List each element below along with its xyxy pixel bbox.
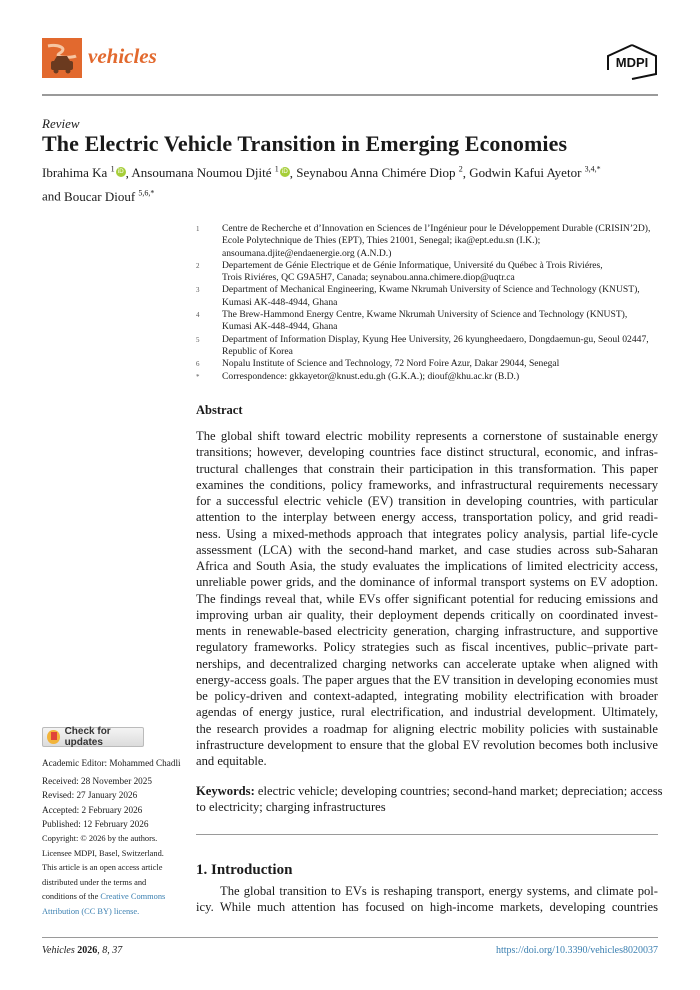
affiliation-marker	[196, 297, 222, 309]
introduction-text: The global transition to EVs is reshaping transport, energy systems, and climate pol- icy. While much attention has focused on high-income markets, developing countries	[196, 884, 658, 915]
abstract-line: tructural challenges that constrain their participation in this transformation. This paper	[196, 461, 658, 476]
abstract-line: for a successful electric vehicle (EV) transition in developing countries, with particular	[196, 494, 658, 508]
keywords: Keywords: electric vehicle; developing countries; second-hand market; depreciation; access to electricity; charging infrastructures	[196, 784, 663, 815]
check-for-updates-button[interactable]: Check for updates	[42, 727, 144, 747]
doi-link[interactable]: https://doi.org/10.3390/vehicles8020037	[495, 945, 658, 956]
license-link[interactable]: Attribution (CC BY) license.	[42, 906, 140, 916]
affiliation-line: Kumasi AK-448-4944, Ghana	[196, 297, 666, 309]
article-title: The Electric Vehicle Transition in Emerging Economies	[42, 131, 568, 156]
affiliation-line: 5 Department of Information Display, Kyung Hee University, 26 kyungheedaero, Dongdaemun-gu, Seoul 02447,	[196, 333, 649, 345]
affiliation-marker	[196, 321, 222, 333]
author[interactable]: Ansoumana Noumou Djité $^1$ iD	[131, 165, 288, 181]
affiliation-marker: 5	[196, 335, 200, 344]
affiliation-marker	[196, 272, 222, 284]
orcid-icon[interactable]: iD	[117, 168, 124, 176]
author[interactable]: Seynabou Anna Chimére Diop $^2$	[296, 165, 463, 181]
affiliation-line: ansoumana.djite@endaenergie.org (A.N.D.)	[196, 248, 666, 260]
author-list: Ibrahima Ka $^1$ iD , Ansoumana Noumou Djité $^1$ iD , Seynabou Anna Chimére Diop $^2$, Godwin Kafui Ayetor $^{3,4,*}$ and Boucar Diouf $^{5,6,*}$	[42, 165, 601, 204]
abstract-line: unreliable power grids, and the dominance of informal transport systems on EV adoption.	[196, 575, 658, 590]
affiliation-marker: 2	[196, 261, 200, 270]
affiliation-line: Ecole Polytechnique de Thies (EPT), Thies 21001, Senegal; ika@ept.edu.sn (I.K.);	[196, 235, 666, 247]
affiliation-marker: 3	[196, 286, 200, 295]
affiliation-marker	[196, 346, 222, 358]
abstract-line: infrastructure development to ensure that the global EV revolution becomes both inclusive	[196, 737, 658, 752]
abstract-line: attention to the interplay between energy access, transportation policy, and grid readi-	[196, 510, 658, 525]
abstract-heading: Abstract	[196, 403, 243, 417]
svg-text:MDPI: MDPI	[615, 55, 649, 70]
affiliation-line: Kumasi AK-448-4944, Ghana	[196, 321, 666, 333]
affiliation-line: 4 The Brew-Hammond Energy Centre, Kwame Nkrumah University of Science and Technology (KNUST),	[196, 309, 628, 321]
abstract-line: transitions; however, developing countries face distinct structural, economic, and infras-	[196, 445, 658, 460]
bookmark-icon	[47, 730, 60, 744]
abstract-line: assessment (LCA) with the second-hand market, and case studies across sub-Saharan	[196, 542, 658, 557]
abstract-line: The global shift toward electric mobility represents a cornerstone of sustainable energy	[196, 429, 658, 443]
affiliation-marker	[196, 235, 222, 247]
affiliation-marker: *	[196, 372, 200, 381]
abstract-text	[196, 428, 658, 769]
abstract-line: The findings reveal that, while EVs offer significant potential for reducing emissions and	[196, 591, 658, 606]
mdpi-logo	[606, 44, 658, 80]
affiliation-line: 2 Departement de Génie Electrique et de Génie Informatique, Université du Québec à Trois Riviéres,	[196, 259, 603, 271]
license-link[interactable]: Creative Commons	[100, 892, 166, 902]
affiliation-marker: 1	[196, 225, 200, 233]
section-heading-introduction: 1. Introduction	[196, 862, 293, 878]
affiliation-line: 3 Department of Mechanical Engineering, Kwame Nkrumah University of Science and Technology (KNUST),	[196, 284, 640, 296]
abstract-line: nerships, and decentralized charging networks can accelerate uptake when aligned with	[196, 656, 658, 671]
academic-editor: Academic Editor: Mohammed Chadli	[42, 758, 181, 768]
affiliation-marker: 6	[196, 360, 200, 369]
abstract-line: agendas of energy justice, rural electrification, and industrial development. Ultimately,	[196, 705, 658, 720]
abstract-line: be policy-driven and context-adapted, integrating mobility electrification with broader	[196, 689, 658, 703]
author[interactable]: Godwin Kafui Ayetor $^{3,4,*}$	[469, 165, 601, 181]
author[interactable]: Ibrahima Ka $^1$ iD	[42, 165, 124, 181]
car-road-icon	[42, 38, 82, 78]
abstract-line: regulatory frameworks. Policy strategies such as fiscal incentives, public–private part-	[196, 640, 658, 655]
abstract-line: Africa and South Asia, the study evaluates the implications of limited electricity access,	[196, 559, 658, 573]
journal-name: vehicles	[88, 44, 157, 68]
affiliation-marker: 4	[196, 311, 200, 320]
abstract-line: improving urban air quality, their deployment depends critically on coordinated invest-	[196, 607, 658, 622]
affiliation-line: * Correspondence: gkkayetor@knust.edu.gh (G.K.A.); diouf@khu.ac.kr (B.D.)	[196, 370, 520, 382]
affiliation-marker	[196, 248, 222, 260]
affiliation-line: Republic of Korea	[196, 346, 666, 358]
affiliation-line: Trois Riviéres, QC G9A5H7, Canada; seynabou.anna.chimere.diop@uqtr.ca	[196, 272, 666, 284]
citation: Vehicles 2026, 8, 37	[42, 945, 123, 956]
keywords-label: Keywords:	[196, 784, 255, 798]
affiliations	[196, 223, 666, 383]
abstract-line: the research provides a roadmap for aligning electric mobility policies with sustainable	[196, 721, 658, 736]
section-divider	[196, 834, 658, 835]
abstract-line: and equitable.	[196, 754, 267, 768]
affiliation-line: 6 Nopalu Institute of Science and Technology, 72 Nord Foire Azur, Dakar 29044, Senegal	[196, 358, 560, 370]
author[interactable]: Boucar Diouf $^{5,6,*}$	[64, 188, 155, 204]
copyright-notice: Copyright: © 2026 by the authors. Licensee MDPI, Basel, Switzerland. This article is an open access article distributed under the terms and conditions of the Creative Commons Attribution (CC BY) license.	[42, 834, 166, 916]
journal-logo	[42, 38, 82, 78]
publication-dates: Received: 28 November 2025 Revised: 27 January 2026 Accepted: 2 February 2026 Published: 12 February 2026	[42, 776, 152, 829]
affiliation-line: 1 Centre de Recherche et d’Innovation en Sciences de l’Ingénieur pour le Développement Durable (CRISIN’2D),	[196, 223, 651, 234]
abstract-line: examines the conditions, policy frameworks, and infrastructural requirements necessary	[196, 477, 658, 492]
orcid-icon[interactable]: iD	[281, 168, 288, 176]
article-type: Review	[42, 116, 80, 131]
header-divider	[42, 94, 658, 96]
footer-divider	[42, 937, 658, 938]
abstract-line: ments in renewable-based electricity generation, charging infrastructure, and supportive	[196, 624, 658, 638]
abstract-line: ness. Using a mixed-methods approach that integrates policy analysis, partial life-cycle	[196, 526, 658, 541]
abstract-line: energy-access goals. The paper argues that the EV transition in developing economies must	[196, 672, 658, 687]
